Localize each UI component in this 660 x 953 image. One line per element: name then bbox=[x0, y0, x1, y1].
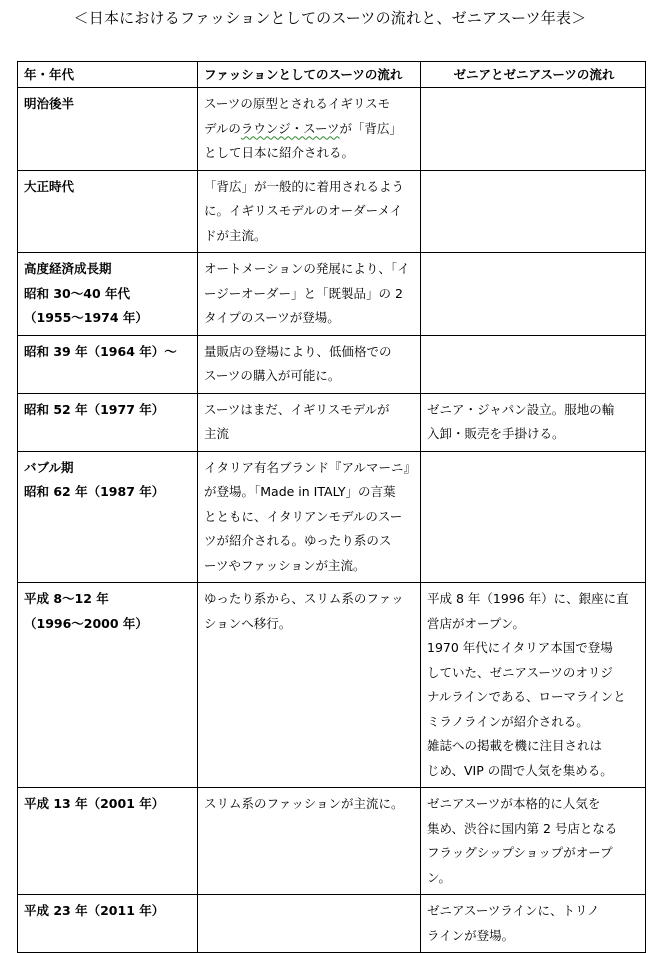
cell-line: フラッグシップショップがオープ bbox=[427, 845, 613, 860]
table-row bbox=[18, 335, 646, 393]
table-row bbox=[18, 895, 646, 953]
cell-era bbox=[18, 788, 198, 895]
cell-line: 昭和 39 年（1964 年）～ bbox=[24, 343, 177, 359]
cell-line: 雑誌への掲載を機に注目されは bbox=[427, 738, 603, 753]
cell-line: ージーオーダー」と「既製品」の 2 bbox=[204, 285, 403, 301]
page-title: ＜日本におけるファッションとしてのスーツの流れと、ゼニアスーツ年表＞ bbox=[73, 9, 587, 27]
cell-line: （1955～1974 年） bbox=[24, 310, 148, 325]
cell-line: していた、ゼニアスーツのオリジ bbox=[427, 664, 613, 680]
cell-line: イタリア有名ブランド『アルマーニ』 bbox=[204, 459, 417, 475]
cell-zegna bbox=[421, 451, 646, 583]
cell-zegna bbox=[421, 895, 646, 953]
cell-era bbox=[18, 393, 198, 451]
cell-zegna bbox=[421, 583, 646, 788]
cell-line: ゼニアスーツが本格的に人気を bbox=[427, 796, 601, 811]
cell-line: ションへ移行。 bbox=[204, 615, 292, 631]
table-row bbox=[18, 451, 646, 583]
cell-fashion bbox=[198, 895, 421, 953]
table-body bbox=[18, 88, 646, 953]
cell-fashion bbox=[198, 335, 421, 393]
cell-line: スーツの購入が可能に。 bbox=[204, 368, 341, 383]
cell-line: ラインが登場。 bbox=[427, 927, 515, 943]
table-row bbox=[18, 170, 646, 253]
cell-line: ミラノラインが紹介される。 bbox=[427, 713, 589, 729]
cell-era bbox=[18, 583, 198, 788]
cell-line: じめ、VIP の間で人気を集める。 bbox=[427, 762, 613, 778]
cell-line: ツが紹介される。ゆったり系のス bbox=[204, 533, 392, 548]
cell-line: 平成 23 年（2011 年） bbox=[24, 903, 165, 918]
cell-line: として日本に紹介される。 bbox=[204, 145, 355, 160]
table-row bbox=[18, 88, 646, 171]
header-row bbox=[18, 62, 646, 88]
cell-fashion bbox=[198, 170, 421, 253]
cell-zegna bbox=[421, 335, 646, 393]
cell-line: とともに、イタリアンモデルのスー bbox=[204, 508, 403, 524]
cell-fashion bbox=[198, 788, 421, 895]
cell-line: 集め、渋谷に国内第 2 号店となる bbox=[427, 820, 618, 836]
cell-line: ゆったり系から、スリム系のファッ bbox=[204, 591, 404, 606]
cell-line: 量販店の登場により、低価格での bbox=[204, 343, 392, 359]
cell-fashion bbox=[198, 451, 421, 583]
cell-era bbox=[18, 170, 198, 253]
spellcheck-underline: ラウンジ・スーツ bbox=[240, 120, 340, 136]
cell-era bbox=[18, 895, 198, 953]
table-row bbox=[18, 583, 646, 788]
cell-line: スーツはまだ、イギリスモデルが bbox=[204, 401, 390, 417]
cell-zegna bbox=[421, 393, 646, 451]
cell-zegna bbox=[421, 88, 646, 171]
cell-line: 昭和 62 年（1987 年） bbox=[24, 484, 165, 499]
cell-line: 平成 8 年（1996 年）に、銀座に直 bbox=[427, 591, 629, 606]
cell-zegna bbox=[421, 788, 646, 895]
cell-line: ゼニア・ジャパン設立。服地の輸 bbox=[427, 401, 615, 417]
cell-line: 大正時代 bbox=[24, 178, 75, 194]
cell-era bbox=[18, 253, 198, 336]
cell-line: 昭和 52 年（1977 年） bbox=[24, 401, 165, 417]
cell-line: スーツの原型とされるイギリスモ bbox=[204, 96, 391, 111]
cell-line: 平成 13 年（2001 年） bbox=[24, 796, 165, 811]
cell-fashion bbox=[198, 583, 421, 788]
cell-line: ナルラインである、ローマラインと bbox=[427, 689, 626, 704]
cell-line: 「背広」が一般的に着用されるよう bbox=[204, 178, 405, 194]
header-fashion: ファッションとしてのスーツの流れ bbox=[198, 62, 421, 88]
cell-line: 主流 bbox=[204, 426, 230, 441]
header-era: 年・年代 bbox=[18, 62, 198, 88]
cell-fashion bbox=[198, 253, 421, 336]
header-zegna: ゼニアとゼニアスーツの流れ bbox=[421, 62, 646, 88]
cell-line: 昭和 30～40 年代 bbox=[24, 285, 130, 301]
cell-line: 1970 年代にイタリア本国で登場 bbox=[427, 640, 613, 655]
cell-era bbox=[18, 451, 198, 583]
cell-line: 平成 8～12 年 bbox=[24, 591, 109, 606]
cell-line: タイプのスーツが登場。 bbox=[204, 310, 340, 325]
cell-line: ドが主流。 bbox=[204, 227, 267, 243]
cell-line: バブル期 bbox=[24, 459, 74, 475]
timeline-table bbox=[17, 61, 646, 953]
cell-era bbox=[18, 88, 198, 171]
cell-fashion bbox=[198, 88, 421, 171]
table-row bbox=[18, 788, 646, 895]
cell-line: に。イギリスモデルのオーダーメイ bbox=[204, 203, 403, 218]
cell-line: 入卸・販売を手掛ける。 bbox=[427, 426, 565, 441]
cell-line: 営店がオープン。 bbox=[427, 615, 525, 631]
table-row bbox=[18, 253, 646, 336]
cell-line: オートメーションの発展により、「イ bbox=[204, 261, 410, 276]
cell-line: が登場。「Made in ITALY」の言葉 bbox=[204, 484, 396, 499]
table-row bbox=[18, 393, 646, 451]
cell-line: スリム系のファッションが主流に。 bbox=[204, 796, 404, 811]
cell-fashion bbox=[198, 393, 421, 451]
cell-zegna bbox=[421, 170, 646, 253]
cell-zegna bbox=[421, 253, 646, 336]
cell-line: 高度経済成長期 bbox=[24, 261, 112, 276]
cell-line: ン。 bbox=[427, 869, 452, 885]
cell-line: （1996～2000 年） bbox=[24, 615, 148, 631]
cell-era bbox=[18, 335, 198, 393]
cell-line: ゼニアスーツラインに、トリノ bbox=[427, 903, 600, 918]
cell-line: デルのラウンジ・スーツが「背広」 bbox=[204, 120, 402, 136]
cell-line: 明治後半 bbox=[24, 96, 75, 111]
cell-line: ーツやファッションが主流。 bbox=[204, 557, 366, 573]
